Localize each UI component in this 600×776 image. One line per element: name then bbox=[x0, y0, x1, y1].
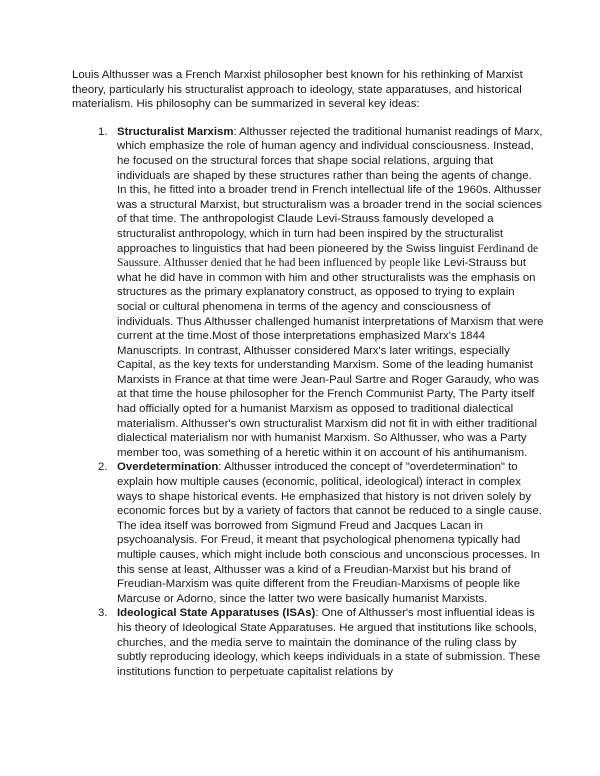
intro-paragraph: Louis Althusser was a French Marxist philosopher best known for his rethinking of Marxist theory, particularly his structuralist approach to ideology, state apparatuses, and historical materialism. His philosophy can be summarized in several key ideas: bbox=[72, 69, 523, 111]
key-ideas-list bbox=[72, 125, 544, 680]
document-page bbox=[72, 68, 544, 679]
list-item bbox=[98, 460, 544, 606]
list-item-term: Ideological State Apparatuses (ISAs) bbox=[117, 607, 316, 620]
list-item bbox=[98, 125, 544, 461]
list-item-body: : Althusser rejected the traditional humanist readings of Marx, which emphasize the role of human agency and individual consciousness. Instead, he focused on the structural forces that shape social relations, arguing that individuals are shaped by these structures rather than being the agents of change. In this, he fitted into a broader trend in French intellectual life of the 1960s. Althusser was a structural Marxist, but structuralism was a broader trend in the social sciences of that time. The anthropologist Claude Levi-Strauss famously developed a structuralist anthropology, which in turn had been inspired by the structuralist approaches to linguistics that had been pioneered by the Swiss linguist bbox=[117, 125, 543, 255]
list-item-body: : Althusser introduced the concept of "overdetermination" to explain how multiple causes (economic, political, ideological) interact in complex ways to shape historical events. He emphasized that history is not driven solely by economic forces but by a variety of factors that cannot be reduced to a single cause. The idea itself was borrowed from Sigmund Freud and Jacques Lacan in psychoanalysis. For Freud, it meant that psychological phenomena typically had multiple causes, which might include both conscious and unconscious processes. In this sense at least, Althusser was a kind of a Freudian-Marxist but his brand of Freudian-Marxism was quite different from the Freudian-Marxisms of people like Marcuse or Adorno, since the latter two were basically humanist Marxists. bbox=[117, 461, 542, 605]
list-item-number: 2. bbox=[98, 461, 108, 474]
list-item-body: Levi-Strauss but what he did have in common with him and other structuralists was the emphasis on structures as the primary explanatory construct, as opposed to trying to explain social or cultural phenomena in terms of the agency and consciousness of individuals. Thus Althusser challenged humanist interpretations of Marxism that were current at the time.Most of those interpretations emphasized Marx's 1844 Manuscripts. In contrast, Althusser considered Marx's later writings, especially Capital, as the key texts for understanding Marxism. Some of the leading humanist Marxists in France at that time were Jean-Paul Sartre and Roger Garaudy, who was at that time the house philosopher for the French Communist Party, The Party itself had officially opted for a humanist Marxism as opposed to traditional dialectical materialism. Althusser's own structuralist Marxism did not fit in with either traditional dialectical materialism nor with humanist Marxism. So Althusser, who was a Party member too, was something of a heretic within it on account of his antihumanism. bbox=[117, 257, 544, 459]
list-item-term: Overdetermination bbox=[117, 461, 219, 474]
list-item-number: 1. bbox=[98, 125, 108, 138]
list-item-body-serif: Ferdinand de Saussure. Althusser denied that he had been influenced by people like bbox=[117, 241, 539, 270]
list-item bbox=[98, 606, 544, 679]
list-item-number: 3. bbox=[98, 607, 108, 620]
list-item-body: : One of Althusser's most influential ideas is his theory of Ideological State Apparatuses. He argued that institutions like schools, churches, and the media serve to maintain the dominance of the ruling class by subtly reproducing ideology, which keeps individuals in a state of submission. These institutions function to perpetuate capitalist relations by bbox=[117, 607, 541, 678]
list-item-term: Structuralist Marxism bbox=[117, 125, 234, 138]
